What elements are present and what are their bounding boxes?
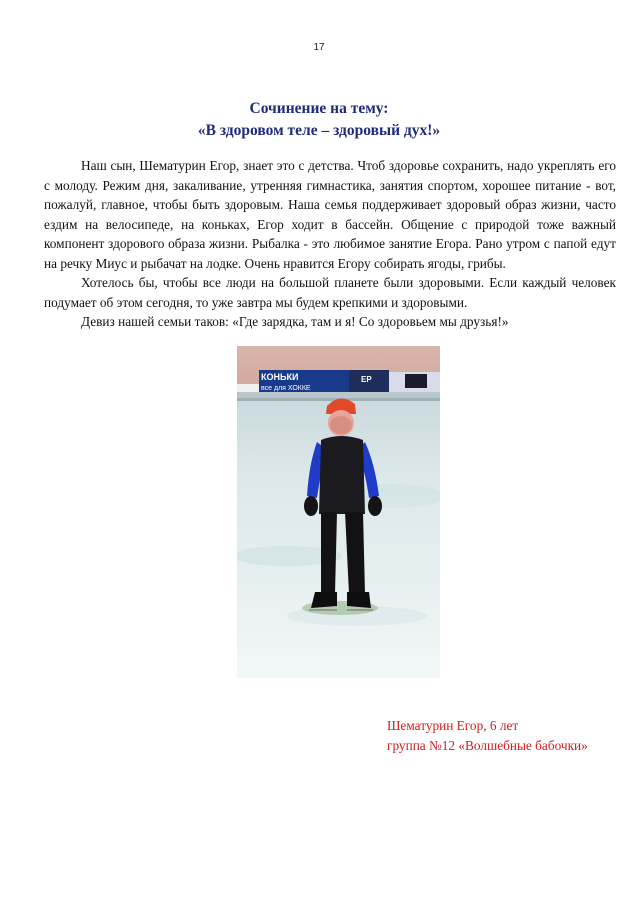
photo-illustration xyxy=(237,346,440,678)
paragraph: Хотелось бы, чтобы все люди на большой планете были здоровыми. Если каждый человек подумает об этом сегодня, то уже завтра мы будем крепкими и здоровыми. xyxy=(44,275,616,310)
paragraph: Девиз нашей семьи таков: «Где зарядка, там и я! Со здоровьем мы друзья!» xyxy=(81,314,509,329)
skater-figure xyxy=(304,398,382,610)
banner-text-1: КОНЬКИ xyxy=(261,372,299,382)
paragraph: Наш сын, Шематурин Егор, знает это с детства. Чтоб здоровье сохранить, надо укреплять его с молоду. Режим дня, закаливание, утренняя гимнастика, занятия спортом, хорошее питание - вот, пожалуй, главное, чтобы быть здоровым. Наша семья поддерживает здоровый образ жизни, часто ездим на велосипеде, на коньках, Егор ходит в бассейн. Общение с природой тоже важный компонент здорового образа жизни. Рыбалка - это любимое занятие Егора. Рано утром с папой едут на речку Миус и рыбачат на лодке. Очень нравится Егору собирать ягоды, грибы. xyxy=(44,158,616,271)
title-line-1: Сочинение на тему: xyxy=(249,100,389,117)
title-line-2: «В здоровом теле – здоровый дух!» xyxy=(197,122,441,139)
essay-body xyxy=(44,156,616,332)
signature xyxy=(387,716,588,755)
essay-title xyxy=(0,98,638,142)
signature-line-1: Шематурин Егор, 6 лет xyxy=(387,718,519,733)
page-number: 17 xyxy=(313,42,325,53)
signature-line-2: группа №12 «Волшебные бабочки» xyxy=(387,737,588,753)
banner-text-2: все для ХОККЕ xyxy=(261,385,311,392)
photo-boy-skating xyxy=(237,346,440,678)
banner-text-3: ЕР xyxy=(361,375,372,384)
